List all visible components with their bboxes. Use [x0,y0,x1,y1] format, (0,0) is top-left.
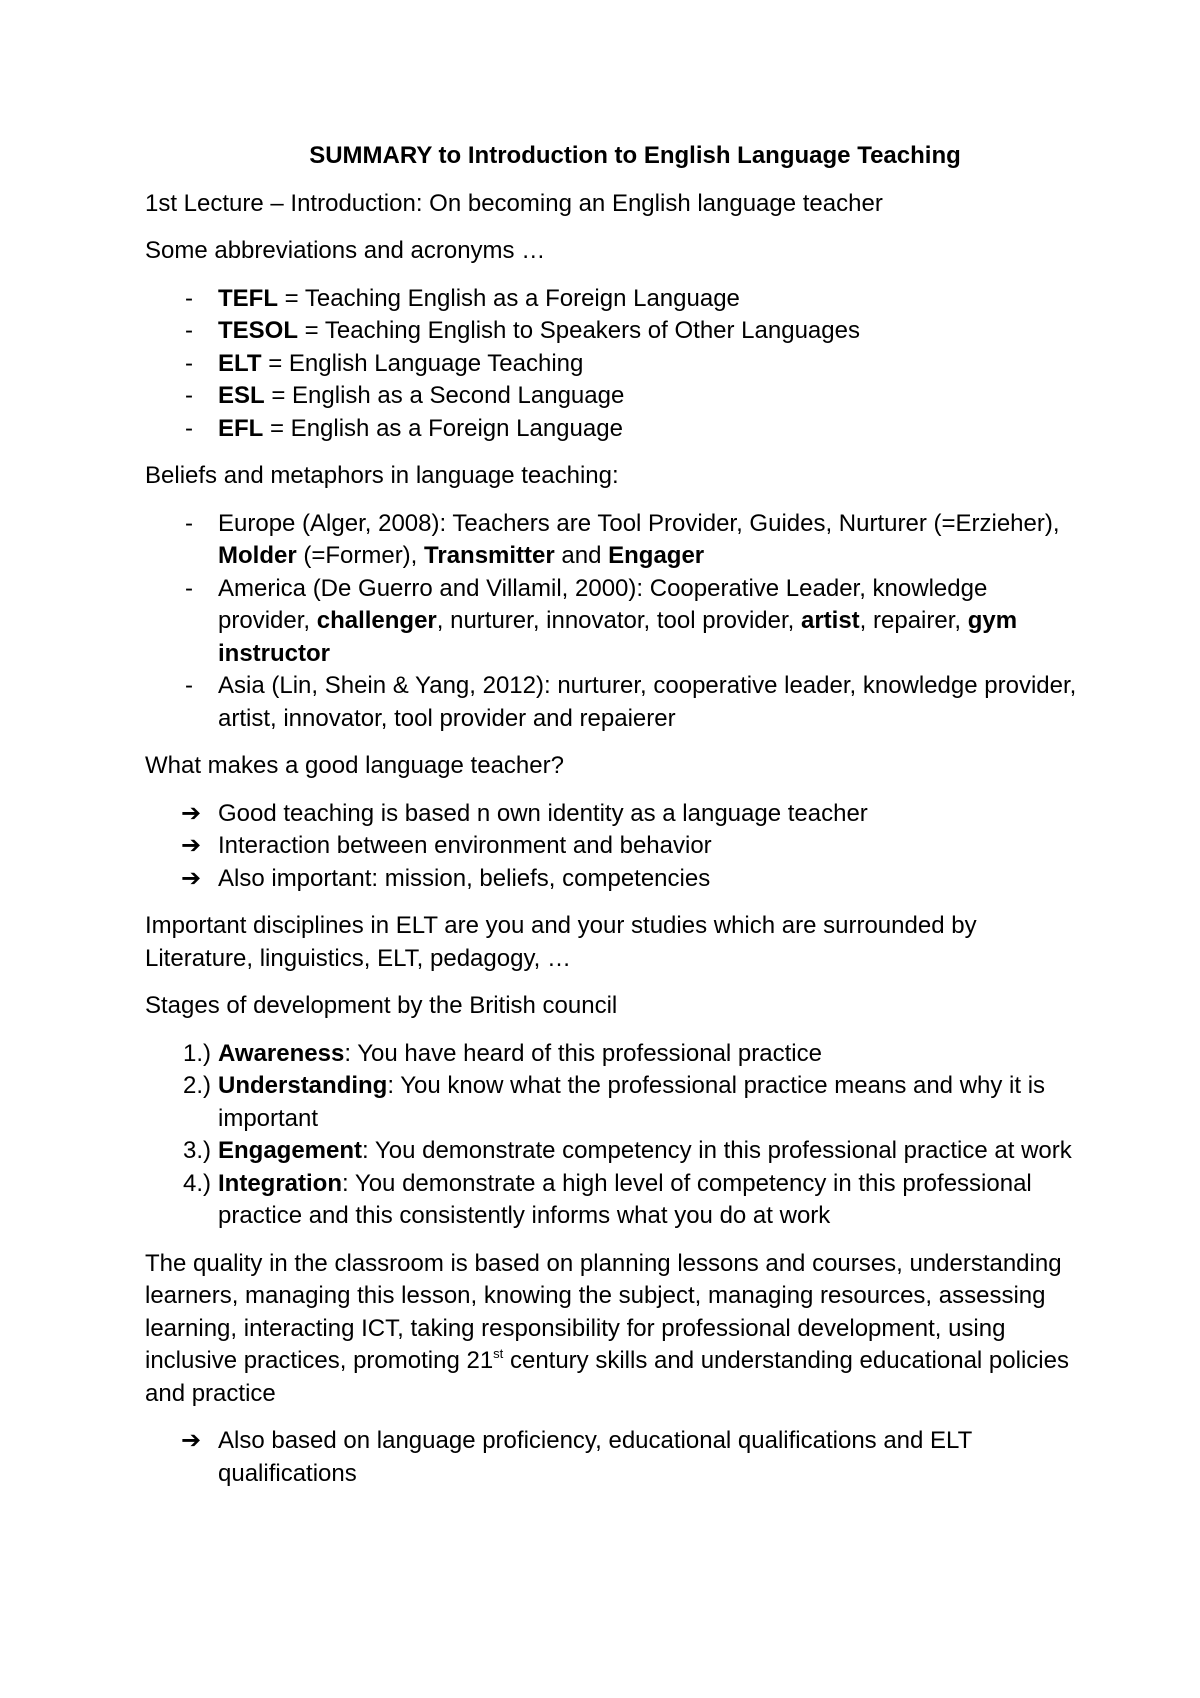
stage-term: Awareness [218,1039,345,1067]
stage-definition: : You know what the professional practice means and why it is important [218,1072,1046,1132]
abbreviation-definition: = Teaching English to Speakers of Other Languages [298,317,860,344]
dash-bullet: - [185,382,193,409]
point-text: Good teaching is based n own identity as a language teacher [218,799,868,827]
list-item [145,1135,1085,1168]
abbreviations-intro: Some abbreviations and acronyms … [145,237,546,264]
list-item [145,830,1085,863]
belief-text: Europe (Alger, 2008): Teachers are Tool Provider, Guides, Nurturer (=Erzieher), [218,509,1060,537]
belief-text: (=Former), [296,542,425,569]
stage-definition: : You demonstrate a high level of competency in this professional practice and this consistently informs what you do at work [218,1169,1032,1229]
stage-number: 2.) [183,1072,212,1099]
quality-text: century skills and understanding educational policies and practice [145,1347,1069,1407]
beliefs-intro: Beliefs and metaphors in language teaching: [145,462,619,489]
abbreviations-list [145,283,1085,446]
good-teacher-question: What makes a good language teacher? [145,752,564,779]
list-item-asia [145,670,1085,735]
list-item [145,1038,1085,1071]
belief-emphasis: Transmitter [424,542,555,569]
belief-text: , nurturer, innovator, tool provider, [436,607,801,634]
stages-intro: Stages of development by the British council [145,992,618,1019]
arrow-icon: ➔ [181,864,202,892]
point-text: Interaction between environment and behavior [218,832,712,859]
abbreviation-definition: = English Language Teaching [261,349,584,377]
abbreviation-term: TESOL [218,317,299,344]
dash-bullet: - [185,414,193,442]
list-item [145,413,1085,446]
belief-emphasis: Molder [218,542,297,569]
quality-paragraph [145,1248,1085,1411]
arrow-icon: ➔ [181,1427,202,1454]
belief-emphasis: challenger [316,607,437,634]
list-item [145,348,1085,381]
belief-text: , repairer, [859,607,968,634]
stage-definition: : You demonstrate competency in this professional practice at work [362,1137,1072,1164]
abbreviation-term: TEFL [218,284,278,312]
abbreviation-definition: = English as a Foreign Language [263,414,623,442]
disciplines-paragraph: Important disciplines in ELT are you and your studies which are surrounded by Literature, linguistics, ELT, pedagogy, … [145,912,977,972]
lecture-heading: 1st Lecture – Introduction: On becoming an English language teacher [145,189,883,217]
abbreviation-definition: = English as a Second Language [264,382,625,409]
dash-bullet: - [185,509,193,537]
list-item [145,1070,1085,1135]
list-item-america [145,573,1085,671]
stage-definition: : You have heard of this professional practice [344,1039,822,1067]
abbreviation-term: ESL [218,382,265,409]
point-text: Also based on language proficiency, educational qualifications and ELT qualifications [218,1427,972,1487]
arrow-icon: ➔ [181,832,202,859]
belief-text: and [554,542,609,569]
stage-number: 4.) [183,1169,212,1197]
list-item [145,380,1085,413]
dash-bullet: - [185,574,193,602]
stage-term: Engagement [218,1137,363,1164]
dash-bullet: - [185,284,193,312]
ordinal-suffix: st [493,1346,504,1361]
final-point-list [145,1425,1085,1490]
list-item [145,315,1085,348]
list-item [145,798,1085,831]
list-item [145,283,1085,316]
point-text: Also important: mission, beliefs, competencies [218,864,711,892]
stage-term: Integration [218,1169,342,1197]
beliefs-list [145,508,1085,736]
arrow-icon: ➔ [181,799,202,827]
quality-text: The quality in the classroom is based on planning lessons and courses, understanding learners, managing this lesson, knowing the subject, managing resources, assessing learning, interacting ICT, taking responsibility for professional development, using inclusive practices, promoting 21 [145,1249,1062,1374]
list-item [145,1425,1085,1490]
list-item [145,1168,1085,1233]
good-teacher-list [145,798,1085,896]
stage-term: Understanding [218,1072,388,1099]
belief-text: America (De Guerro and Villamil, 2000): Cooperative Leader, knowledge provider, [218,574,988,634]
abbreviation-term: ELT [218,349,262,377]
belief-emphasis: Engager [608,542,705,569]
abbreviation-term: EFL [218,414,264,442]
dash-bullet: - [185,672,193,699]
belief-text: Asia (Lin, Shein & Yang, 2012): nurturer, cooperative leader, knowledge provider, artist, innovator, tool provider and repaierer [218,672,1077,732]
dash-bullet: - [185,317,193,344]
belief-emphasis: gym instructor [218,607,1018,667]
list-item-europe [145,508,1085,573]
abbreviation-definition: = Teaching English as a Foreign Language [278,284,740,312]
dash-bullet: - [185,349,193,377]
document-page [145,140,1085,1490]
stage-number: 1.) [183,1039,212,1067]
document-title: SUMMARY to Introduction to English Language Teaching [309,142,961,169]
stage-number: 3.) [183,1137,212,1164]
stages-list [145,1038,1085,1233]
list-item [145,863,1085,896]
belief-emphasis: artist [800,607,860,634]
